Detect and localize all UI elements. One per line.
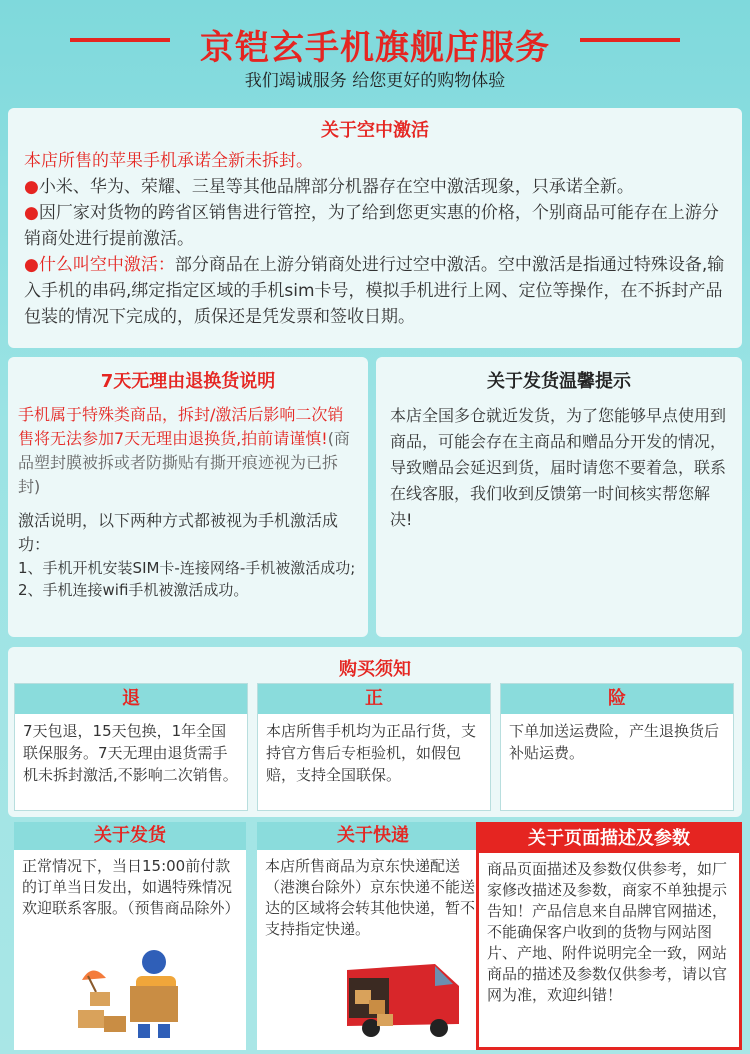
title-decor-right: [580, 38, 680, 42]
page-subtitle: 我们竭诚服务 给您更好的购物体验: [244, 71, 506, 91]
shipping-tip-text: 本店全国多仓就近发货，为了您能够早点使用到商品，可能会存在主商品和赠品分开发的情况，导致赠品会延迟到货，届时请您不要着急，联系在线客服，我们收到反馈第一时间核实帮您解决!: [390, 406, 727, 529]
purchase-box-head: 险: [501, 684, 733, 714]
page-description-head: 关于页面描述及参数: [479, 825, 739, 853]
activation-definition-label: ●什么叫空中激活：: [24, 255, 175, 275]
shipping-box-head: 关于发货: [14, 822, 246, 850]
activation-item-2: ●因厂家对货物的跨省区销售进行管控，为了给到您更实惠的价格，个别商品可能存在上游分销商处进行提前激活。: [24, 203, 719, 249]
purchase-box-text: 7天包退，15天包换，1年全国联保服务。7天无理由退货需手机未拆封激活,不影响二次销售。: [23, 722, 238, 784]
delivery-person-icon: [70, 940, 190, 1040]
shipping-tip-card: [376, 357, 742, 637]
purchase-box-insurance: [500, 683, 734, 811]
activation-apple-note: 本店所售的苹果手机承诺全新未拆封。: [24, 151, 313, 171]
purchase-box-return: [14, 683, 248, 811]
returns-way-2: 2、手机连接wifi手机被激活成功。: [18, 581, 249, 599]
activation-item-1: ●小米、华为、荣耀、三星等其他品牌部分机器存在空中激活现象，只承诺全新。: [24, 177, 634, 197]
purchase-title: 购买须知: [339, 659, 411, 680]
header: [0, 0, 750, 100]
returns-way-1: 1、手机开机安装SIM卡-连接网络-手机被激活成功;: [18, 559, 356, 577]
bullet-icon: ●: [24, 177, 39, 197]
page-description-text: 商品页面描述及参数仅供参考，如厂家修改描述及参数，商家不单独提示告知！产品信息来自品牌官网描述，不能确保客户收到的货物与网站图片、产地、附件说明完全一致，网站商品的描述及参数仅供参考，请以官网为准，欢迎纠错！: [487, 860, 728, 1004]
purchase-box-text: 下单加送运费险，产生退换货后补贴运费。: [509, 722, 720, 762]
returns-card: [8, 357, 368, 637]
courier-box-head: 关于快递: [257, 822, 489, 850]
delivery-van-icon: [343, 956, 463, 1042]
purchase-box-genuine: [257, 683, 491, 811]
returns-title: 7天无理由退换货说明: [100, 371, 276, 392]
purchase-box-text: 本店所售手机均为正品行货，支持官方售后专柜验机，如假包赔，支持全国联保。: [266, 722, 477, 784]
shipping-box-text: 正常情况下，当日15:00前付款的订单当日发出，如遇特殊情况欢迎联系客服。（预售商品除外）: [22, 857, 240, 917]
courier-box-text: 本店所售商品为京东快递配送（港澳台除外）京东快递不能送达的区域将会转其他快递，暂不支持指定快递。: [265, 857, 476, 938]
activation-item-3: ●什么叫空中激活：部分商品在上游分销商处进行过空中激活。空中激活是指通过特殊设备,输入手机的串码,绑定指定区域的手机sim卡号，模拟手机进行上网、定位等操作，在不拆封产品包装的情况下完成的，质保还是凭发票和签收日期。: [24, 255, 725, 327]
purchase-box-head: 退: [15, 684, 247, 714]
shipping-box: [14, 822, 246, 1050]
activation-card: [8, 108, 742, 348]
purchase-box-head: 正: [258, 684, 490, 714]
returns-warning: 手机属于特殊类商品，拆封/激活后影响二次销售将无法参加7天无理由退换货,拍前请谨慎!(商品塑封膜被拆或者防撕贴有撕开痕迹视为已拆封): [18, 405, 350, 496]
purchase-card: [8, 647, 742, 817]
returns-explain: 激活说明，以下两种方式都被视为手机激活成功：: [18, 511, 339, 554]
shipping-tip-title: 关于发货温馨提示: [487, 371, 631, 392]
page-description-box: [476, 822, 742, 1050]
page-title: 京铠玄手机旗舰店服务: [200, 28, 550, 68]
courier-box: [257, 822, 489, 1050]
bullet-icon: ●: [24, 203, 39, 223]
activation-title: 关于空中激活: [321, 120, 429, 141]
